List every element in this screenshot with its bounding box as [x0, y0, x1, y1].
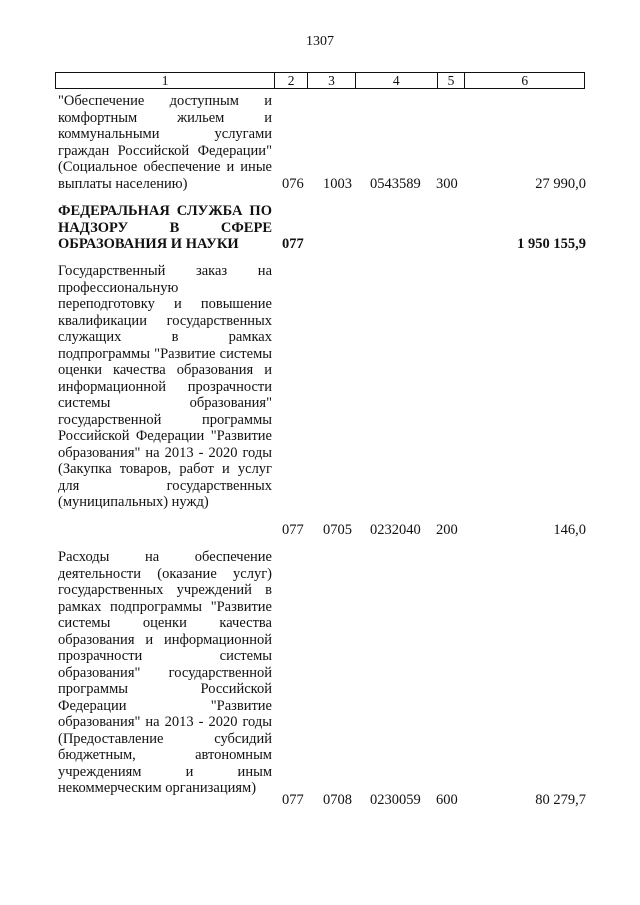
article-code: 0230059 — [370, 792, 421, 808]
ministry-title: ФЕДЕРАЛЬНАЯ СЛУЖБА ПО НАДЗОРУ В СФЕРЕ ОБРАЗОВАНИЯ И НАУКИ — [58, 203, 272, 252]
amount: 27 990,0 — [535, 176, 586, 192]
section-code: 0705 — [323, 522, 352, 538]
ministry-code: 077 — [282, 792, 304, 808]
section-code: 1003 — [323, 176, 352, 192]
table-row — [58, 263, 586, 541]
header-col-5: 5 — [438, 73, 466, 88]
table-row — [58, 549, 586, 811]
header-col-3: 3 — [308, 73, 356, 88]
row-description: Государственный заказ на профессиональную переподготовку и повышение квалификации государственных служащих в рамках подпрограммы "Развитие системы оценки качества образования и информационной прозрачности системы образования" государственной программы Российской Федерации "Развитие образования" на 2013 - 2020 годы (Закупка товаров, работ и услуг для государственных (муниципальных) нужд) — [58, 263, 272, 510]
header-col-2: 2 — [275, 73, 308, 88]
ministry-code: 077 — [282, 522, 304, 538]
article-code: 0543589 — [370, 176, 421, 192]
section-code: 0708 — [323, 792, 352, 808]
table-row — [58, 93, 586, 197]
expense-type-code: 600 — [436, 792, 458, 808]
ministry-code: 076 — [282, 176, 304, 192]
expense-type-code: 200 — [436, 522, 458, 538]
amount: 80 279,7 — [535, 792, 586, 808]
article-code: 0232040 — [370, 522, 421, 538]
row-description: "Обеспечение доступным и комфортным жильем и коммунальными услугами граждан Российской Федерации" (Социальное обеспечение и иные выплаты населению) — [58, 93, 272, 192]
ministry-code: 077 — [282, 236, 304, 252]
amount: 146,0 — [553, 522, 586, 538]
row-description: Расходы на обеспечение деятельности (оказание услуг) государственных учреждений в рамках подпрограммы "Развитие системы оценки качества образования и информационной прозрачности системы образования" государственной программы Российской Федерации "Развитие образования" на 2013 - 2020 годы (Предоставление субсидий бюджетным, автономным учреждениям и иным некоммерческим организациям) — [58, 549, 272, 796]
table-header — [55, 72, 585, 89]
amount: 1 950 155,9 — [517, 236, 586, 252]
header-col-1: 1 — [56, 73, 275, 88]
expense-type-code: 300 — [436, 176, 458, 192]
header-col-4: 4 — [356, 73, 438, 88]
page-number: 1307 — [306, 34, 334, 49]
table-row — [58, 203, 586, 255]
header-col-6: 6 — [521, 73, 529, 88]
